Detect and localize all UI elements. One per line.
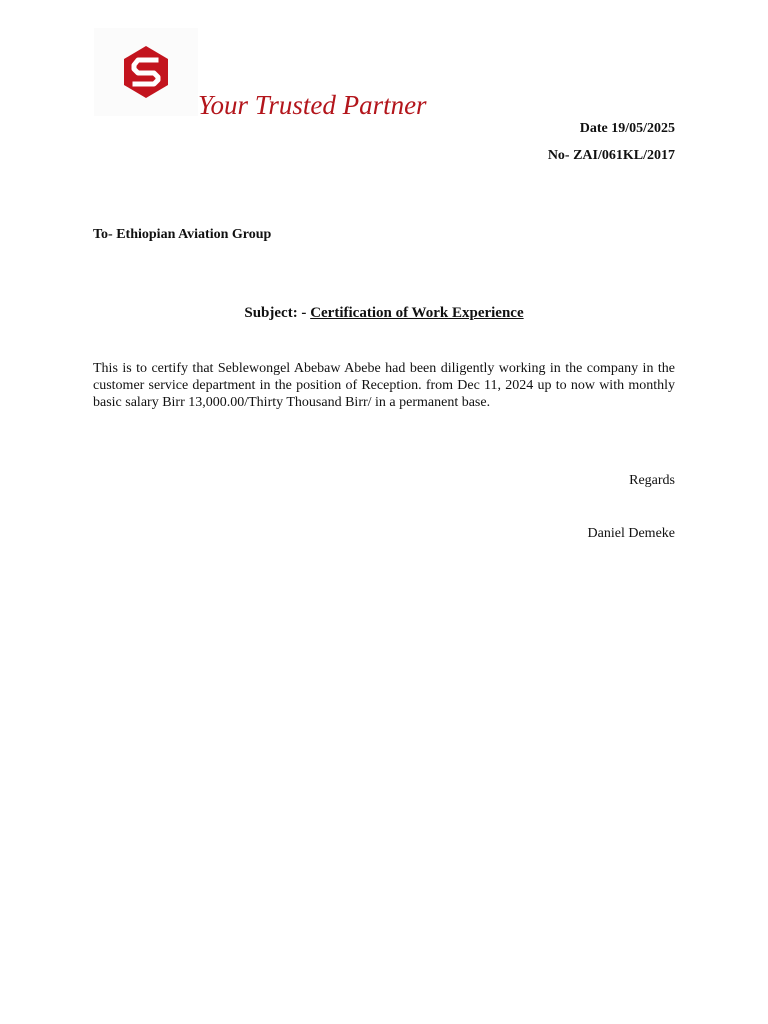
certification-body: This is to certify that Seblewongel Abebaw Abebe had been diligently working in the company in the customer service department in the position of Reception. from Dec 11, 2024 up to now with monthly basic salary Birr 13,000.00/Thirty Thousand Birr/ in a permanent base. — [93, 361, 675, 410]
company-tagline: Your Trusted Partner — [198, 90, 427, 120]
reference-number: No- ZAI/061KL/2017 — [547, 148, 675, 163]
subject-line — [93, 305, 675, 322]
signer-name: Daniel Demeke — [587, 526, 675, 541]
subject-prefix: Subject: - — [244, 305, 311, 321]
closing-regards: Regards — [629, 473, 675, 488]
subject-title: Certification of Work Experience — [310, 305, 524, 321]
company-s-logo-icon — [123, 45, 169, 99]
company-logo — [94, 28, 198, 116]
letter-date: Date 19/05/2025 — [579, 121, 675, 136]
recipient-line: To- Ethiopian Aviation Group — [93, 227, 272, 242]
